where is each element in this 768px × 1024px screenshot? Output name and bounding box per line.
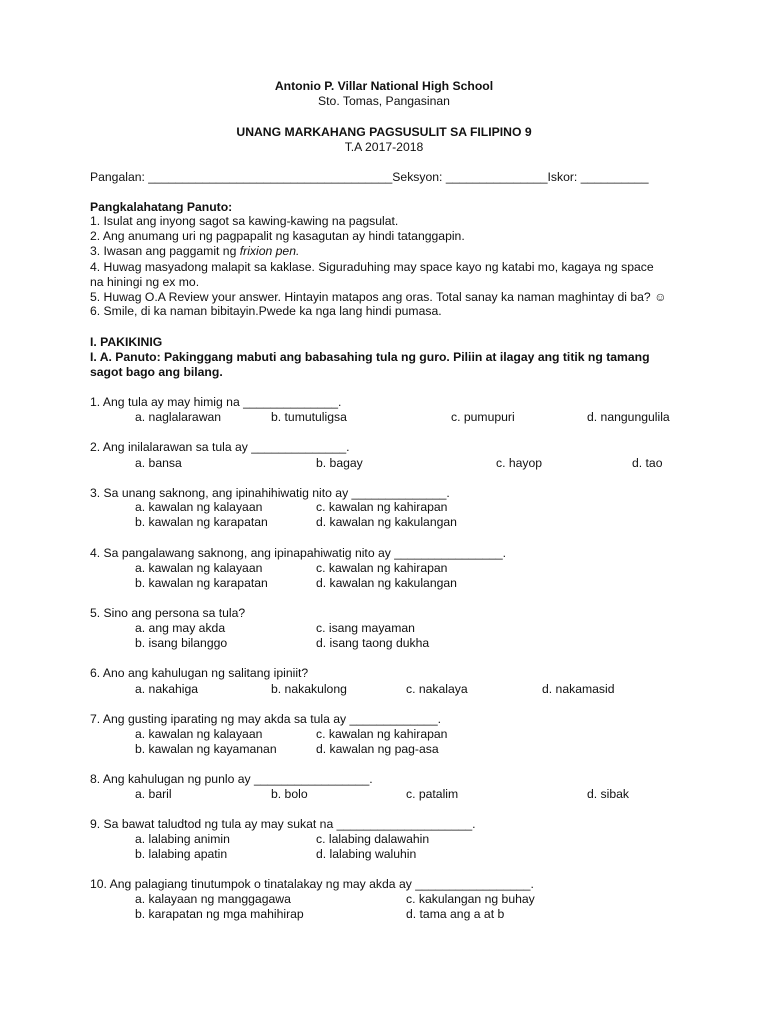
instruction-item: na hiningi ng ex mo. bbox=[90, 275, 200, 289]
score-label: Iskor: bbox=[547, 170, 581, 184]
name-blank[interactable]: ____________________________________ bbox=[148, 170, 393, 184]
answer-option[interactable]: a. ang may akda bbox=[135, 621, 226, 635]
answer-option[interactable]: b. bagay bbox=[316, 456, 363, 470]
answer-option[interactable]: d. sibak bbox=[587, 787, 630, 801]
exam-title: UNANG MARKAHANG PAGSUSULIT SA FILIPINO 9 bbox=[236, 125, 532, 139]
question-stem: 10. Ang palagiang tinutumpok o tinatalakay ng may akda ay _________________. bbox=[90, 877, 534, 891]
question-stem: 8. Ang kahulugan ng punlo ay _________________. bbox=[90, 772, 373, 786]
question-stem: 2. Ang inilalarawan sa tula ay ______________. bbox=[90, 440, 350, 454]
answer-option[interactable]: b. tumutuligsa bbox=[271, 410, 347, 424]
instruction-item: 3. Iwasan ang paggamit ng frixion pen. bbox=[90, 244, 300, 258]
answer-option[interactable]: a. kawalan ng kalayaan bbox=[135, 500, 263, 514]
answer-option[interactable]: c. kawalan ng kahirapan bbox=[316, 561, 448, 575]
answer-option[interactable]: a. nakahiga bbox=[135, 682, 199, 696]
general-instructions-title: Pangkalahatang Panuto: bbox=[90, 200, 233, 214]
question-stem: 9. Sa bawat taludtod ng tula ay may sukat na ____________________. bbox=[90, 817, 476, 831]
answer-option[interactable]: c. patalim bbox=[406, 787, 459, 801]
answer-option[interactable]: b. bolo bbox=[271, 787, 308, 801]
answer-option[interactable]: a. kawalan ng kalayaan bbox=[135, 561, 263, 575]
frixion-pen-text: frixion pen. bbox=[239, 244, 300, 258]
instruction-item: 2. Ang anumang uri ng pagpapalit ng kasagutan ay hindi tatanggapin. bbox=[90, 229, 465, 243]
answer-option[interactable]: c. pumupuri bbox=[451, 410, 515, 424]
student-info-line bbox=[90, 170, 648, 185]
answer-option[interactable]: a. bansa bbox=[135, 456, 182, 470]
answer-option[interactable]: c. kakulangan ng buhay bbox=[406, 892, 535, 906]
section-title: I. PAKIKINIG bbox=[90, 335, 163, 349]
school-name: Antonio P. Villar National High School bbox=[274, 79, 494, 93]
instruction-item: 5. Huwag O.A Review your answer. Hintayin matapos ang oras. Total sanay ka naman maghintay di ba? ☺ bbox=[90, 290, 667, 304]
answer-option[interactable]: d. tama ang a at b bbox=[406, 907, 505, 921]
answer-option[interactable]: d. tao bbox=[632, 456, 663, 470]
question-stem: 6. Ano ang kahulugan ng salitang ipiniit? bbox=[90, 666, 309, 680]
answer-option[interactable]: b. nakakulong bbox=[271, 682, 347, 696]
answer-option[interactable]: a. naglalarawan bbox=[135, 410, 222, 424]
answer-option[interactable]: b. lalabing apatin bbox=[135, 847, 228, 861]
answer-option[interactable]: a. kalayaan ng manggagawa bbox=[135, 892, 291, 906]
instruction-item: 4. Huwag masyadong malapit sa kaklase. Siguraduhing may space kayo ng katabi mo, kagaya ng space bbox=[90, 260, 654, 274]
answer-option[interactable]: c. kawalan ng kahirapan bbox=[316, 727, 448, 741]
question-stem: 1. Ang tula ay may himig na ______________. bbox=[90, 395, 342, 409]
answer-option[interactable]: a. baril bbox=[135, 787, 172, 801]
question-stem: 4. Sa pangalawang saknong, ang ipinapahiwatig nito ay ________________. bbox=[90, 546, 507, 560]
answer-option[interactable]: c. isang mayaman bbox=[316, 621, 415, 635]
answer-option[interactable]: a. kawalan ng kalayaan bbox=[135, 727, 263, 741]
section-instruction: I. A. Panuto: Pakinggang mabuti ang babasahing tula ng guro. Piliin at ilagay ang titik ng tamang bbox=[90, 350, 650, 364]
name-label: Pangalan: bbox=[90, 170, 149, 184]
answer-option[interactable]: c. nakalaya bbox=[406, 682, 468, 696]
question-stem: 5. Sino ang persona sa tula? bbox=[90, 606, 246, 620]
question-stem: 3. Sa unang saknong, ang ipinahihiwatig nito ay ______________. bbox=[90, 486, 450, 500]
answer-option[interactable]: d. isang taong dukha bbox=[316, 636, 430, 650]
school-address: Sto. Tomas, Pangasinan bbox=[318, 94, 450, 108]
answer-option[interactable]: b. kawalan ng karapatan bbox=[135, 515, 268, 529]
section-blank[interactable]: _______________ bbox=[445, 170, 548, 184]
answer-option[interactable]: d. kawalan ng kakulangan bbox=[316, 576, 457, 590]
answer-option[interactable]: d. lalabing waluhin bbox=[316, 847, 417, 861]
instruction-item: 1. Isulat ang inyong sagot sa kawing-kawing na pagsulat. bbox=[90, 214, 399, 228]
answer-option[interactable]: b. karapatan ng mga mahihirap bbox=[135, 907, 304, 921]
answer-option[interactable]: d. kawalan ng pag-asa bbox=[316, 742, 439, 756]
instruction-item: 6. Smile, di ka naman bibitayin.Pwede ka nga lang hindi pumasa. bbox=[90, 304, 442, 318]
section-label: Seksyon: bbox=[392, 170, 446, 184]
answer-option[interactable]: c. lalabing dalawahin bbox=[316, 832, 430, 846]
school-year: T.A 2017-2018 bbox=[344, 140, 424, 154]
answer-option[interactable]: d. nakamasid bbox=[542, 682, 615, 696]
answer-option[interactable]: c. hayop bbox=[496, 456, 543, 470]
answer-option[interactable]: a. lalabing animin bbox=[135, 832, 230, 846]
section-instruction: sagot bago ang bilang. bbox=[90, 365, 223, 379]
answer-option[interactable]: b. kawalan ng karapatan bbox=[135, 576, 268, 590]
answer-option[interactable]: b. isang bilanggo bbox=[135, 636, 228, 650]
answer-option[interactable]: b. kawalan ng kayamanan bbox=[135, 742, 277, 756]
answer-option[interactable]: c. kawalan ng kahirapan bbox=[316, 500, 448, 514]
score-blank[interactable]: __________ bbox=[580, 170, 649, 184]
question-stem: 7. Ang gusting iparating ng may akda sa tula ay _____________. bbox=[90, 712, 441, 726]
answer-option[interactable]: d. kawalan ng kakulangan bbox=[316, 515, 457, 529]
answer-option[interactable]: d. nangungulila bbox=[587, 410, 670, 424]
